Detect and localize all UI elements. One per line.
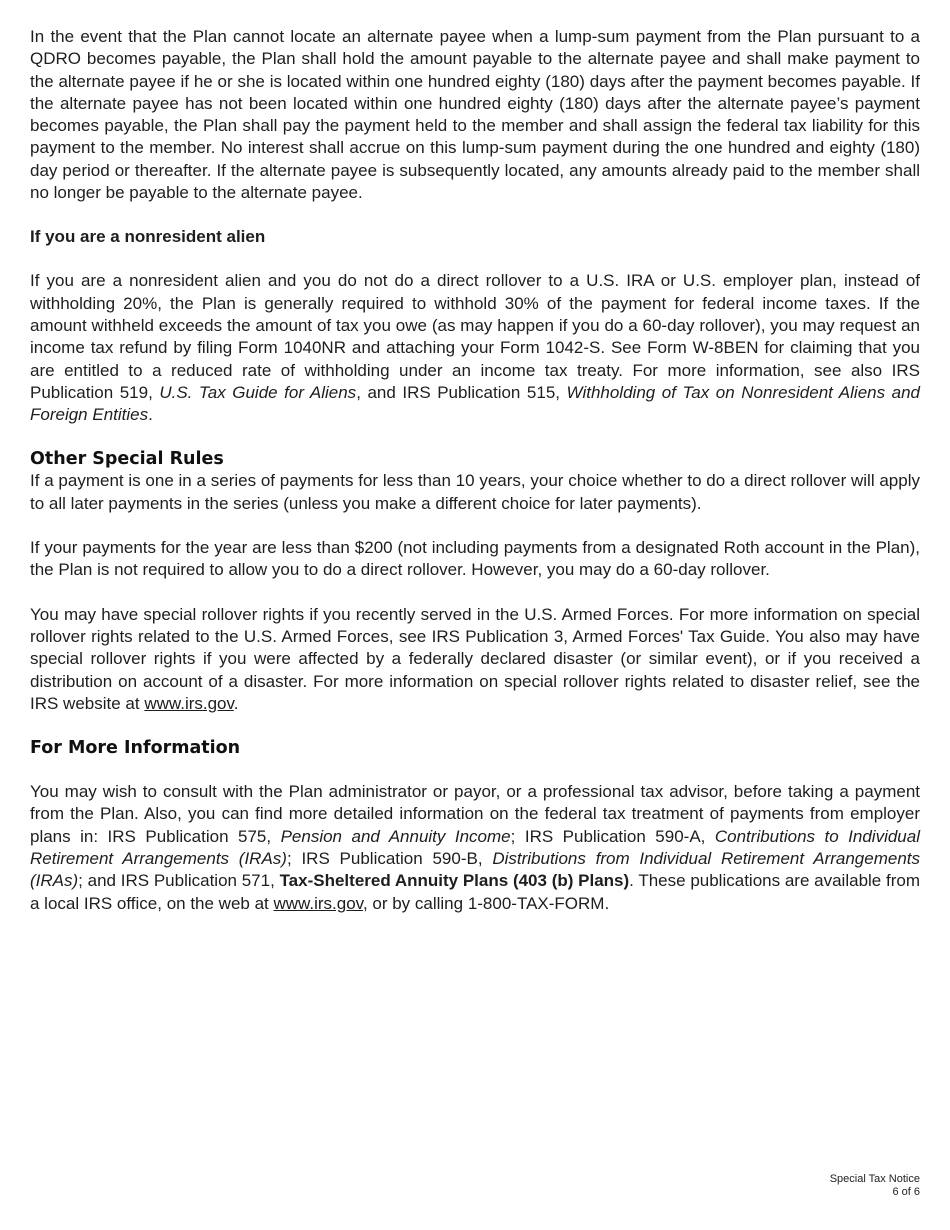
more-info-text-6: , or by calling 1-800-TAX-FORM. [362,893,610,913]
for-more-information-heading: For More Information [30,738,241,759]
small-payments-paragraph: If your payments for the year are less than $200 (not including payments from a designated Roth account in the Plan), the Plan is not required to allow you to do a direct rollover. However, you may do a 60-day rollover. [30,538,920,580]
spacer [30,715,920,737]
series-payments-paragraph: If a payment is one in a series of payments for less than 10 years, your choice whether to do a direct rollover will apply to all later payments in the series (unless you make a different choice for later payments). [30,471,920,513]
more-info-text-4: ; and IRS Publication 571, [78,871,280,891]
pub-575-title: Pension and Annuity Income [280,826,511,846]
page-number: 6 of 6 [892,1186,920,1198]
nonresident-alien-heading: If you are a nonresident alien [30,227,266,247]
irs-website-link-2[interactable]: www.irs.gov [273,893,363,913]
nonresident-text-1: If you are a nonresident alien and you do not do a direct rollover to a U.S. IRA or U.S. employer plan, instead of withholding 20%, the Plan is generally required to withhold 30% of the payment for federal income taxes. If the amount withheld exceeds the amount of tax you owe (as may happen if you do a 60-day rollover), you may request an income tax refund by filing Form 1040NR and attaching your Form 1042-S. See Form W-8BEN for claiming that you are entitled to a reduced rate of withholding under an income tax treaty. For more information, see also IRS Publication 519, [30,271,920,402]
spacer [30,515,920,537]
spacer [30,248,920,270]
armed-forces-text: You may have special rollover rights if you recently served in the U.S. Armed Forces. For more information on special rollover rights related to the U.S. Armed Forces, see IRS Publication 3, Armed Forces' Tax Guide. You also may have special rollover rights if you were affected by a federally declared disaster (or similar event), or if you received a distribution on account of a disaster. For more information on special rollover rights related to disaster relief, see the IRS website at [30,604,920,713]
footer-title: Special Tax Notice [829,1173,920,1185]
more-info-text-5: . These publications are available from a local IRS office, on the web at [30,871,920,913]
page-footer [830,1173,920,1199]
pub-571-title: Tax-Sheltered Annuity Plans (403 (b) Plans) [279,871,630,891]
nonresident-alien-paragraph [30,270,920,426]
spacer [30,582,920,604]
more-info-text-3: ; IRS Publication 590-B, [286,849,493,869]
document-page [30,26,920,915]
nonresident-text-2: , and IRS Publication 515, [356,382,567,402]
spacer [30,759,920,781]
more-information-paragraph [30,781,920,915]
armed-forces-paragraph [30,604,920,715]
armed-forces-text-end: . [233,693,239,713]
more-info-text-1: You may wish to consult with the Plan administrator or payor, or a professional tax advisor, before taking a payment from the Plan. Also, you can find more detailed information on the federal tax treatment of payments from employer plans in: IRS Publication 575, [30,782,920,846]
irs-website-link[interactable]: www.irs.gov [144,693,234,713]
qdro-paragraph: In the event that the Plan cannot locate an alternate payee when a lump-sum payment from the Plan pursuant to a QDRO becomes payable, the Plan shall hold the amount payable to the alternate payee and shall make payment to the alternate payee if he or she is located within one hundred eighty (180) days after the payment becomes payable. If the alternate payee has not been located within one hundred eighty (180) days after the alternate payee’s payment becomes payable, the Plan shall pay the payment held to the member and shall assign the federal tax liability for this payment to the member. No interest shall accrue on this lump-sum payment during the one hundred and eighty (180) day period or thereafter. If the alternate payee is subsequently located, any amounts already paid to the member shall no longer be payable to the alternate payee. [30,27,920,203]
spacer [30,426,920,448]
nonresident-text-3: . [148,405,153,425]
pub-590a-title: Contributions to Individual Retirement Arrangements (IRAs) [30,826,920,869]
more-info-text-2: ; IRS Publication 590-A, [510,826,715,846]
other-special-rules-heading: Other Special Rules [30,449,224,470]
pub-519-title: U.S. Tax Guide for Aliens [159,382,357,402]
pub-590b-title: Distributions from Individual Retirement Arrangements (IRAs) [30,849,921,891]
pub-515-title: Withholding of Tax on Nonresident Aliens and Foreign Entities [30,382,920,425]
spacer [30,204,920,226]
